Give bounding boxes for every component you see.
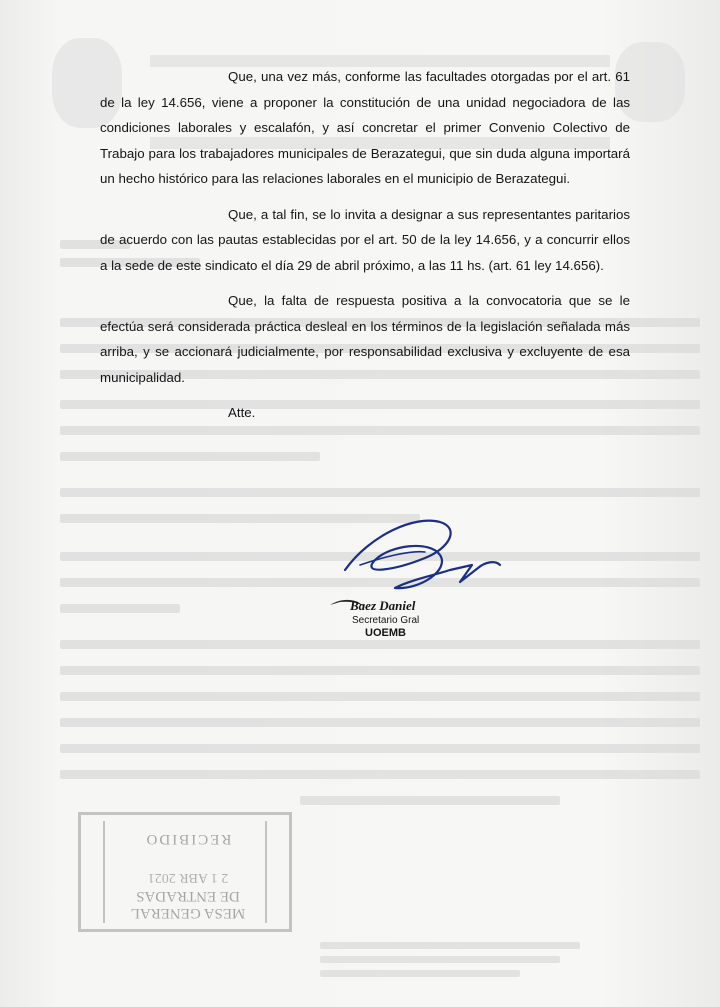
signatory-role: Secretario Gral bbox=[352, 615, 420, 626]
letter-body bbox=[100, 64, 630, 436]
closing: Atte. bbox=[228, 405, 256, 420]
paragraph-1: Que, una vez más, conforme las facultades otorgadas por el art. 61 de la ley 14.656, viene a proponer la constitución de una unidad negociadora de las condiciones laborales y escalafón, y así concretar el primer Convenio Colectivo de Trabajo para los trabajadores municipales de Berazategui, que sin duda alguna importará un hecho histórico para las relaciones laborales en el municipio de Berazategui. bbox=[100, 69, 630, 186]
paragraph-3: Que, la falta de respuesta positiva a la convocatoria que se le efectúa será considerada práctica desleal en los términos de la legislación señalada más arriba, y se accionará judicialmente, por responsabilidad exclusiva y excluyente de esa municipalidad. bbox=[100, 293, 630, 385]
stamp-line-1: MESA GENERAL DE ENTRADAS bbox=[130, 888, 246, 921]
stamp-line-3: RECIBIDO bbox=[144, 831, 232, 847]
received-stamp bbox=[78, 812, 292, 932]
signatory-name: Baez Daniel bbox=[350, 598, 416, 613]
stamp-date: 2 1 ABR 2021 bbox=[147, 870, 229, 885]
paragraph-2: Que, a tal fin, se lo invita a designar a sus representantes paritarios de acuerdo con las pautas establecidas por el art. 50 de la ley 14.656, y a concurrir ellos a la sede de este sindicato el día 29 de abril próximo, a las 11 hs. (art. 61 ley 14.656). bbox=[100, 206, 630, 273]
signatory-org: UOEMB bbox=[365, 627, 406, 639]
signature-block bbox=[345, 598, 465, 639]
